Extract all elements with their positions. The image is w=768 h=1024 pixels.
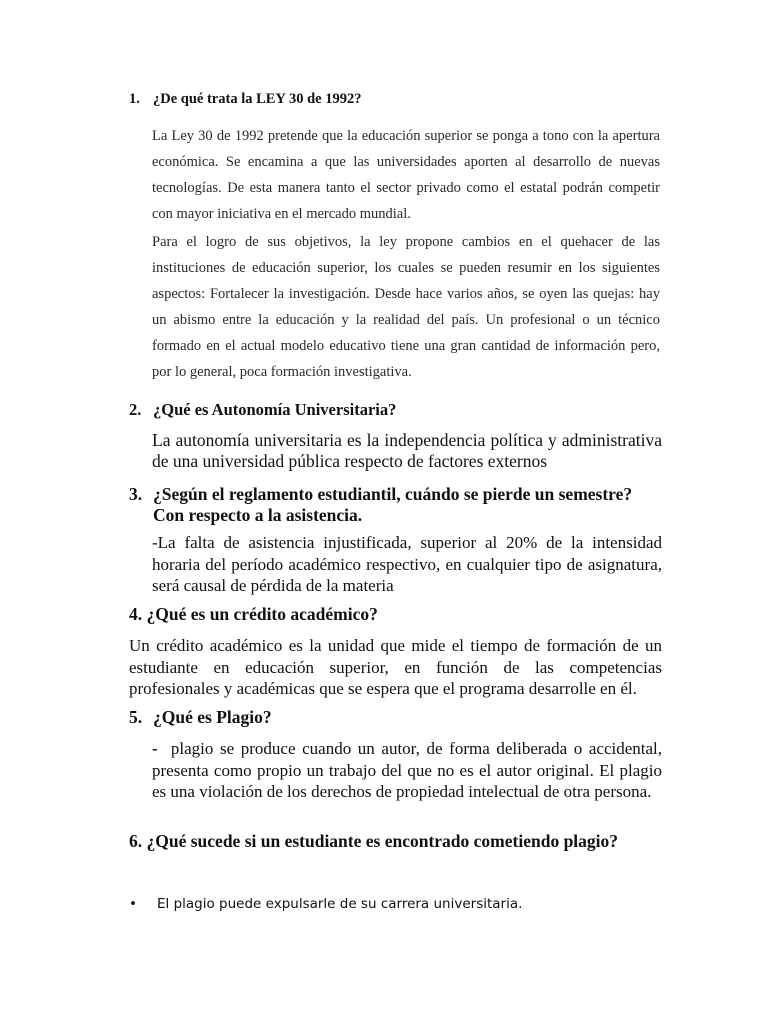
- question-6-heading: [129, 831, 618, 852]
- answer-2-paragraph: La autonomía universitaria es la independencia política y administrativa de una universidad pública respecto de factores externos: [152, 430, 662, 471]
- answer-6-text: El plagio puede expulsarle de su carrera universitaria.: [157, 896, 523, 912]
- question-5-heading: [129, 707, 272, 728]
- question-2-number: 2.: [129, 400, 142, 419]
- question-2-text: ¿Qué es Autonomía Universitaria?: [153, 400, 397, 419]
- answer-1-paragraph-2: Para el logro de sus objetivos, la ley propone cambios en el quehacer de las instituciones de educación superior, los cuales se pueden resumir en los siguientes aspectos: Fortalecer la investigación. Desde hace varios años, se oyen las quejas: hay un abismo entre la educación y la realidad del país. Un profesional o un técnico formado en el actual modelo educativo tiene una gran cantidad de información pero, por lo general, poca formación investigativa.: [152, 234, 660, 380]
- question-5-number: 5.: [129, 707, 143, 727]
- question-6-text: ¿Qué sucede si un estudiante es encontrado cometiendo plagio?: [146, 831, 619, 851]
- question-4-text: ¿Qué es un crédito académico?: [146, 604, 378, 624]
- question-2-heading: [129, 400, 396, 420]
- question-4-number: 4.: [129, 604, 143, 624]
- question-1-number: 1.: [129, 91, 140, 107]
- answer-5-text: plagio se produce cuando un autor, de forma deliberada o accidental, presenta como propio un trabajo del que no es el autor original. El plagio es una violación de los derechos de propiedad intelectual de otra persona.: [152, 739, 662, 801]
- answer-5-paragraph: [152, 738, 662, 803]
- question-3-heading: [129, 484, 662, 526]
- question-3-text-line-1: ¿Según el reglamento estudiantil, cuándo se pierde un semestre?: [153, 484, 633, 504]
- question-3-text-line-2: Con respecto a la asistencia.: [153, 505, 363, 525]
- question-4-heading: [129, 604, 378, 625]
- question-1-text: ¿De qué trata la LEY 30 de 1992?: [153, 91, 362, 107]
- question-6-number: 6.: [129, 831, 143, 851]
- question-3-number: 3.: [129, 484, 143, 504]
- answer-1-paragraph-1: La Ley 30 de 1992 pretende que la educación superior se ponga a tono con la apertura económica. Se encamina a que las universidades aporten al desarrollo de nuevas tecnologías. De esta manera tanto el sector privado como el estatal podrán competir con mayor iniciativa en el mercado mundial.: [152, 128, 660, 222]
- answer-4-paragraph: Un crédito académico es la unidad que mide el tiempo de formación de un estudiante en educación superior, en función de las competencias profesionales y académicas que se espera que el programa desarrolle en él.: [129, 636, 662, 698]
- question-1-heading: [129, 91, 362, 108]
- answer-3-paragraph: -La falta de asistencia injustificada, superior al 20% de la intensidad horaria del período académico respectivo, en cualquier tipo de asignatura, será causal de pérdida de la materia: [152, 533, 662, 595]
- bullet-icon: •: [129, 896, 137, 912]
- answer-5-dash: -: [152, 739, 158, 758]
- question-5-text: ¿Qué es Plagio?: [153, 707, 272, 727]
